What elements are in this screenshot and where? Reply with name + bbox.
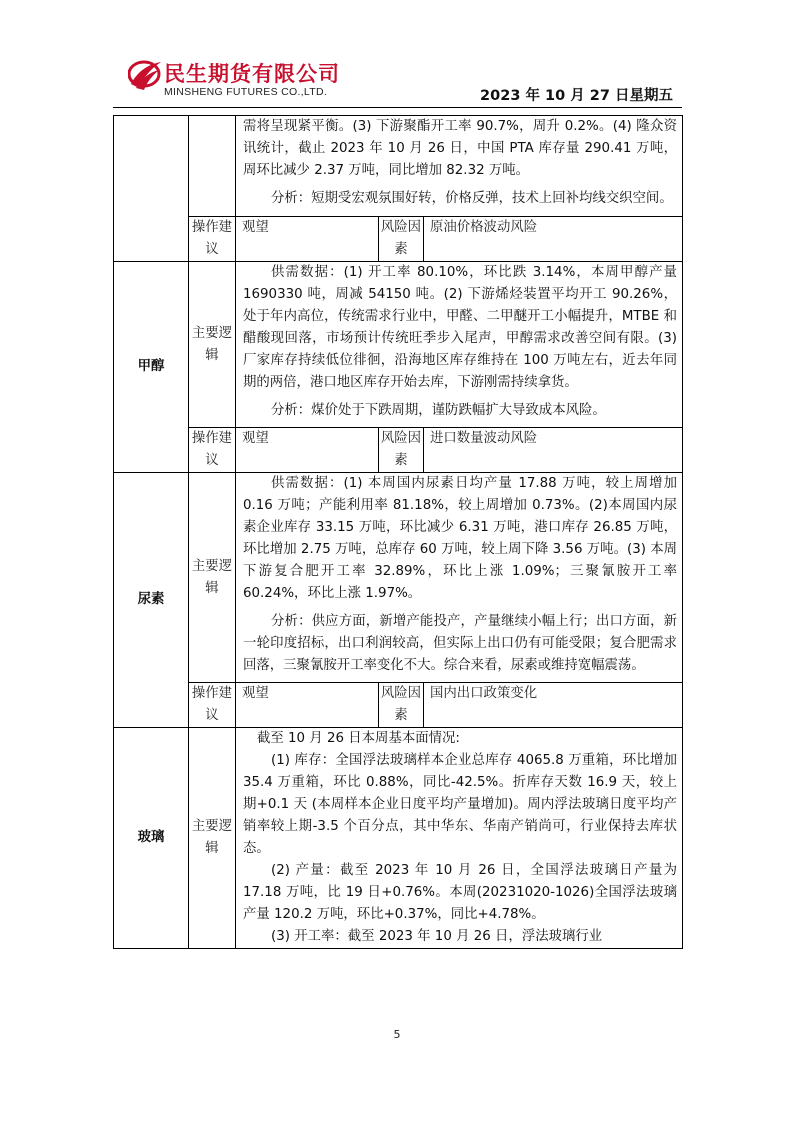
company-logo — [128, 58, 358, 102]
logic-paragraph: 截至 10 月 26 日本周基本面情况: — [257, 731, 460, 746]
logic-paragraph: 供需数据：(1) 本周国内尿素日均产量 17.88 万吨，较上周增加 0.16 万吨；产能利用率 81.18%，较上周增加 0.73%。(2)本周国内尿素企业库存 33.15 万吨，环比减少 6.31 万吨，港口库存 26.85 万吨，环比增加 2.75 万吨，总库存 60 万吨，较上周下降 3.56 万吨。(3) 本周下游复合肥开工率 32.89%，环比上涨 1.09%；三聚氰胺开工率 60.24%，环比上涨 1.97%。 — [243, 476, 678, 601]
logic-paragraph: 供需数据：(1) 开工率 80.10%，环比跌 3.14%，本周甲醇产量 1690330 吨，周减 54150 吨。(2) 下游烯烃装置平均开工 90.26%，处于年内高位，传统需求行业中，甲醛、二甲醚开工小幅提升，MTBE 和醋酸现回落，市场预计传统旺季步入尾声，甲醇需求改善空间有限。(3) 厂家库存持续低位徘徊，沿海地区库存维持在 100 万吨左右，近去年同期的两倍，港口地区库存开始去库，下游刚需持续拿货。 — [243, 265, 678, 390]
company-name-en: MINSHENG FUTURES CO.,LTD. — [164, 86, 328, 98]
table-row — [114, 473, 683, 683]
table-row — [114, 217, 683, 262]
category-cell — [114, 116, 189, 262]
report-date: 2023 年 10 月 27 日星期五 — [480, 88, 673, 104]
risk-label: 风险因素 — [379, 217, 424, 262]
table-row — [114, 262, 683, 428]
logic-content — [236, 728, 683, 949]
table-row — [114, 116, 683, 217]
page-number: 5 — [393, 1028, 401, 1041]
logic-paragraph: (3) 开工率：截至 2023 年 10 月 26 日，浮法玻璃行业 — [271, 929, 603, 944]
table-row — [114, 428, 683, 473]
risk-value: 进口数量波动风险 — [424, 428, 683, 473]
logic-label — [189, 116, 236, 217]
logic-label: 主要逻辑 — [189, 728, 236, 949]
category-cell: 甲醇 — [114, 262, 189, 473]
analysis-paragraph: 分析：短期受宏观氛围好转，价格反弹，技术上回补均线交织空间。 — [271, 191, 673, 206]
operation-label: 操作建议 — [189, 428, 236, 473]
risk-label: 风险因素 — [379, 683, 424, 728]
category-cell: 玻璃 — [114, 728, 189, 949]
logic-paragraph: (1) 库存：全国浮法玻璃样本企业总库存 4065.8 万重箱，环比增加 35.4 万重箱，环比 0.88%，同比-42.5%。折库存天数 16.9 天，较上期+0.1 天 (本周样本企业日度平均产量增加)。周内浮法玻璃日度平均产销率较上期-3.5 个百分点，其中华东、华南产销尚可，行业保持去库状态。 — [243, 753, 678, 856]
logic-label: 主要逻辑 — [189, 473, 236, 683]
operation-label: 操作建议 — [189, 683, 236, 728]
analysis-paragraph: 分析：煤价处于下跌周期，谨防跌幅扩大导致成本风险。 — [271, 403, 606, 418]
minsheng-logo-icon — [128, 58, 162, 98]
logic-paragraph: (2) 产量：截至 2023 年 10 月 26 日，全国浮法玻璃日产量为 17.18 万吨，比 19 日+0.76%。本周(20231020-1026)全国浮法玻璃产量 120.2 万吨，环比+0.37%，同比+4.78%。 — [243, 863, 678, 922]
table-row — [114, 728, 683, 949]
page-header — [0, 0, 794, 112]
logic-content — [236, 262, 683, 428]
logic-label: 主要逻辑 — [189, 262, 236, 428]
logic-paragraph: 需将呈现紧平衡。(3) 下游聚酯开工率 90.7%，周升 0.2%。(4) 隆众资讯统计，截止 2023 年 10 月 26 日，中国 PTA 库存量 290.41 万吨，周环比减少 2.37 万吨，同比增加 82.32 万吨。 — [243, 119, 678, 178]
risk-value: 国内出口政策变化 — [424, 683, 683, 728]
header-divider — [113, 107, 682, 108]
analysis-paragraph: 分析：供应方面，新增产能投产，产量继续小幅上行；出口方面，新一轮印度招标，出口利润较高，但实际上出口仍有可能受限；复合肥需求回落，三聚氰胺开工率变化不大。综合来看，尿素或维持宽幅震荡。 — [243, 614, 678, 673]
category-cell: 尿素 — [114, 473, 189, 728]
operation-value: 观望 — [236, 428, 379, 473]
risk-value: 原油价格波动风险 — [424, 217, 683, 262]
operation-value: 观望 — [236, 217, 379, 262]
operation-value: 观望 — [236, 683, 379, 728]
operation-label: 操作建议 — [189, 217, 236, 262]
commodity-table — [113, 115, 683, 949]
logic-content — [236, 473, 683, 683]
risk-label: 风险因素 — [379, 428, 424, 473]
company-name-cn: 民生期货有限公司 — [164, 62, 340, 86]
logic-content — [236, 116, 683, 217]
table-row — [114, 683, 683, 728]
